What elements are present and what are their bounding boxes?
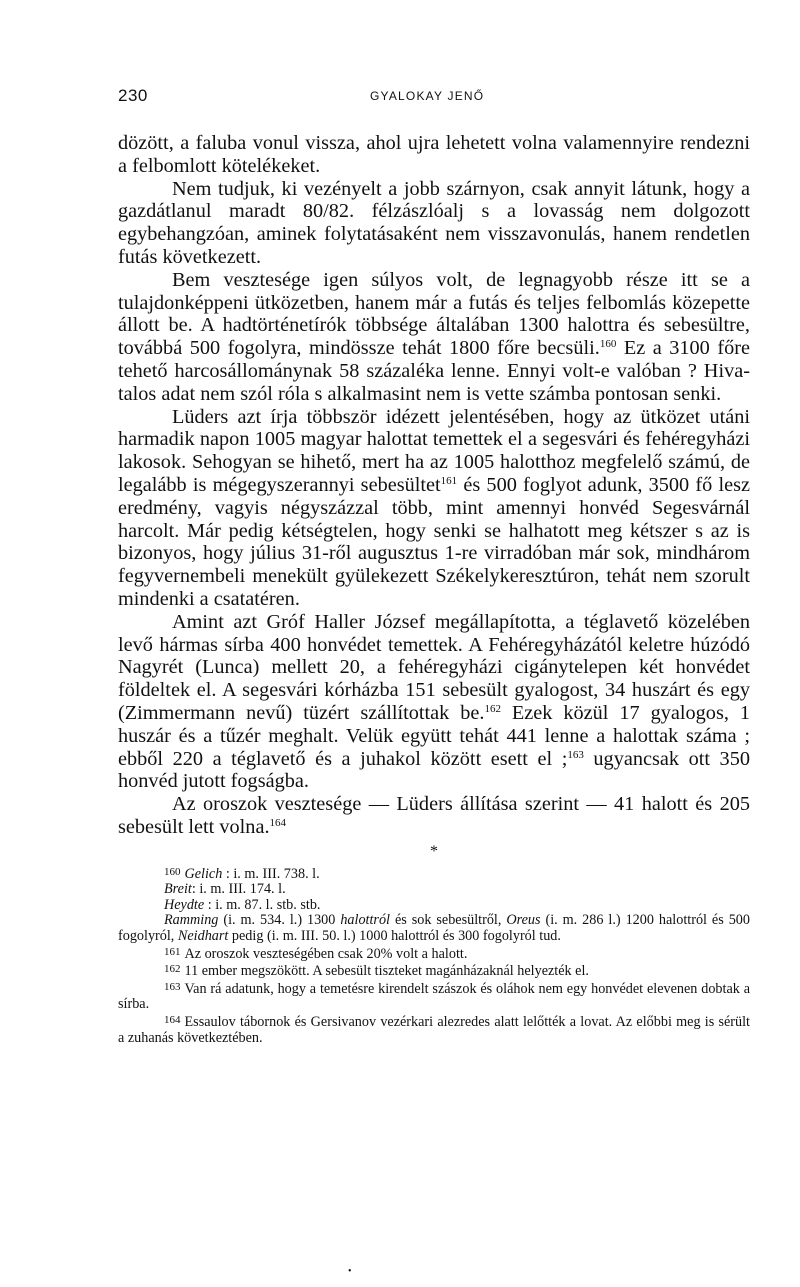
footnote-164 <box>118 1013 750 1046</box>
footnote-text: : i. m. III. 174. l. <box>191 881 286 898</box>
paragraph <box>118 132 750 178</box>
footnote-text: Essaulov tábornok és Gersivanov vezérkari alezredes alatt lelőtték a lovat. Az előbbi meg is sérült a zuhanás következtében. <box>118 1014 750 1046</box>
footnote-ref: 163 <box>567 748 584 761</box>
page-header <box>118 86 750 110</box>
paragraph <box>118 406 750 611</box>
paragraph <box>118 269 750 406</box>
paragraph-text: dözött, a faluba vonul vissza, ahol ujra lehetett volna valamennyire rendezni a felbomlott kötelékeket. <box>118 132 750 177</box>
main-text <box>118 132 750 839</box>
footnote-ref: 161 <box>440 474 458 487</box>
footnote-author: Heydte <box>164 896 205 913</box>
footnote-text: (i. m. 534. l.) 1300 <box>218 912 341 929</box>
paragraph-text: ugyancsak ott 350 honvéd jutott fogságba. <box>118 747 750 793</box>
footnote-line <box>118 882 750 898</box>
footnote-number: 161 <box>164 945 181 958</box>
footnote-161 <box>118 945 750 963</box>
footnote-text: 11 ember megszökött. A sebesült tiszteket magánházaknál helyezték el. <box>184 963 589 980</box>
footnote-line <box>118 913 750 944</box>
footnote-emphasis: halottról <box>340 912 390 929</box>
footnote-line <box>118 898 750 914</box>
footnote-163 <box>118 980 750 1013</box>
paragraph-text: Nem tudjuk, ki vezényelt a jobb szárnyon, csak annyit látunk, hogy a gazdátlanul maradt 80/82. félzászlóalj s a lovasság nem dolgozott egybehangzóan, aminek folytatásaként nem visszavonulás, hanem rendetlen futás következett. <box>118 177 750 268</box>
footnote-text: Van rá adatunk, hogy a temetésre kirendelt szászok és oláhok nem egy honvédet elevenen dobtak a sírba. <box>118 980 750 1013</box>
section-separator <box>118 843 750 861</box>
paragraph-text: Bem vesztesége igen súlyos volt, de legnagyobb része itt se a tulajdonképpeni ütközetben, hanem már a futás és teljes felbomlás közepette állott be. A hadtörténetírók többsége általában 1300 halottra és sebesültre, továbbá 500 fogolyra, mindössze tehát 1800 főre becsüli. <box>118 268 750 360</box>
footnote-text: : i. m. III. 738. l. <box>222 865 320 882</box>
footnote-162 <box>118 962 750 980</box>
paragraph <box>118 611 750 793</box>
paragraph <box>118 178 750 269</box>
footnote-ref: 162 <box>484 702 501 715</box>
footnote-author: Breit <box>164 881 192 898</box>
footnotes <box>118 865 750 1047</box>
running-head: GYALOKAY JENŐ <box>370 89 485 103</box>
paragraph-text: Amint azt Gróf Haller József megállapította, a téglavető közelében levő hármas sírba 400 honvédet temettek. A Fehéregyházától keletre húzódó Nagyrét (Lunca) mellett 20, a fehéregyházi cigánytelepen két honvédet földeltek el. A segesvári kórházba 151 sebesült gyalogost, 34 huszárt és egy (Zimmermann nevű) tüzért szállítottak be. <box>118 610 750 724</box>
footnote-160 <box>118 865 750 883</box>
footnote-number: 160 <box>164 865 181 878</box>
footnote-ref: 160 <box>599 338 617 351</box>
paragraph-text: Az oroszok vesztesége — Lüders állítása szerint — 41 halott és 205 sebesült lett volna. <box>118 793 750 838</box>
footnote-text: (i. m. 286 l.) 1200 halottról és 500 fogolyról, <box>118 912 750 945</box>
asterisk-mark: * <box>430 842 438 860</box>
paragraph <box>118 793 750 839</box>
bottom-mark: • <box>348 1266 352 1277</box>
footnote-author: Gelich <box>184 865 223 882</box>
paragraph-text: Ezek közül 17 gyalogos, 1 huszár és a tűzér meghalt. Velük együtt tehát 441 lenne a halottak száma ; ebből 220 a téglavető és a juhakol között esett el ; <box>118 701 750 770</box>
footnote-author: Ramming <box>164 912 219 929</box>
page-number: 230 <box>118 86 148 105</box>
footnote-number: 164 <box>164 1014 181 1027</box>
footnote-number: 163 <box>164 980 181 993</box>
paragraph-text: és 500 foglyot adunk, 3500 fő lesz eredmény, vagyis négyszázzal több, mint amennyi honvéd Segesvárnál harcolt. Már pedig kétségtelen, hogy senki se halhatott meg kétszer s az is bizonyos, hogy július 31-ről augusztus 1-re virradóban már sok, mindhárom fegyvernembeli menekült gyülekezett Székelykeresztúron, tehát nem szorult mindenki a csatatéren. <box>118 473 750 610</box>
footnote-author: Neidhart <box>177 928 229 945</box>
book-page <box>118 86 750 1046</box>
footnote-text: és sok sebesültről, <box>390 912 507 929</box>
footnote-text: : i. m. 87. l. stb. stb. <box>204 896 321 913</box>
footnote-author: Oreus <box>506 912 541 929</box>
paragraph-text: Lüders azt írja többször idézett jelentésében, hogy az ütközet utáni harmadik napon 1005 magyar halottat temettek el a segesvári és fehéregyházi lakosok. Sehogyan se hihető, mert ha az 1005 halotthoz megfelelő számú, de legalább is mégegyszerannyi sebesültet <box>118 405 750 496</box>
footnote-text: Az oroszok veszteségében csak 20% volt a halott. <box>184 945 468 962</box>
paragraph-text: Ez a 3100 főre tehető harcosállománynak 58 százaléka lenne. Ennyi volt-e valóban ? Hivatalos adat nem szól róla s alkalmasint nem is vette számba pontosan senki. <box>118 337 750 405</box>
footnote-ref: 164 <box>269 816 287 829</box>
footnote-number: 162 <box>164 963 181 976</box>
footnote-text: pedig (i. m. III. 50. l.) 1000 halottról és 300 fogolyról tud. <box>228 928 561 945</box>
